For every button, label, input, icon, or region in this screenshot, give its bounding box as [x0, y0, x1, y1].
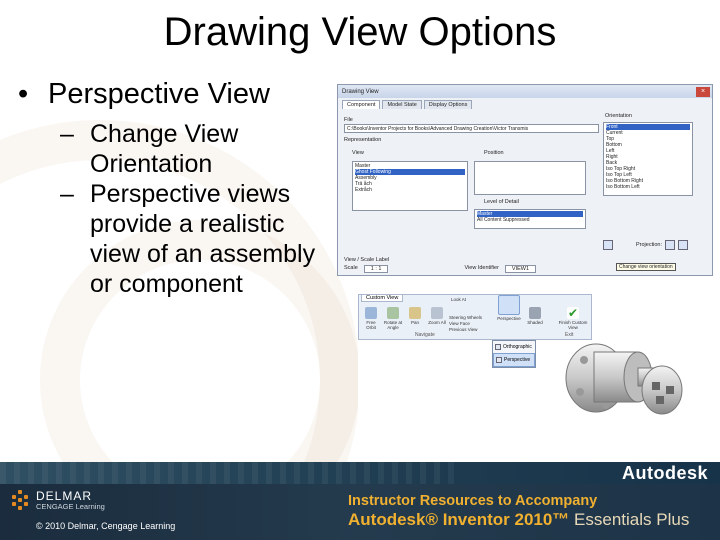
orientation-label: Orientation — [605, 113, 632, 119]
custom-view-screenshot — [358, 294, 696, 438]
list-item[interactable]: Iso Top Left — [606, 172, 632, 178]
list-item[interactable]: Right — [606, 154, 618, 160]
product-title — [348, 510, 689, 530]
file-label: File — [344, 117, 353, 123]
close-icon[interactable]: × — [696, 87, 710, 97]
sub-bullet-dash: – — [60, 120, 74, 148]
file-path-field[interactable]: C:\Books\Inventor Projects for Books\Advanced Drawing Creation\Victor Transmis — [344, 124, 599, 133]
rotate-icon — [387, 307, 399, 319]
button-label: Zoom All — [428, 320, 446, 325]
list-item[interactable]: Extråch — [355, 187, 372, 193]
projection-menu — [492, 340, 536, 368]
dialog-titlebar — [338, 85, 712, 98]
representation-label: Representation — [344, 137, 382, 143]
perspective-button[interactable] — [495, 295, 523, 321]
list-item[interactable]: Master — [355, 163, 371, 169]
dialog-title: Drawing View — [342, 88, 379, 95]
orthographic-icon — [495, 344, 501, 350]
component-panel — [344, 117, 599, 144]
bullet-main — [18, 78, 338, 111]
orbit-icon — [365, 307, 377, 319]
position-label: Position — [484, 150, 504, 156]
sub-bullets — [60, 119, 338, 299]
copyright-text: © 2010 Delmar, Cengage Learning — [36, 521, 176, 531]
projection-first-angle-icon[interactable] — [665, 240, 675, 250]
pan-icon — [409, 307, 421, 319]
sub-bullet-1 — [60, 119, 338, 179]
scale-label-section — [344, 257, 594, 273]
footer-stripes — [0, 462, 460, 484]
tab-custom-view[interactable]: Custom View — [361, 295, 403, 302]
menu-item-orthographic[interactable] — [493, 341, 535, 353]
product-main: Autodesk® Inventor 2010™ — [348, 510, 570, 529]
bullet-dot: • — [18, 78, 29, 110]
view-identifier-label: View Identifier — [464, 265, 499, 271]
list-item[interactable]: Iso Top Right — [606, 166, 636, 172]
view-label: View — [352, 150, 364, 156]
shaded-button[interactable] — [525, 307, 545, 325]
view-identifier-input[interactable]: VIEW1 — [505, 265, 536, 273]
zoom-all-button[interactable] — [427, 307, 447, 325]
shaded-icon — [529, 307, 541, 319]
position-list[interactable] — [474, 161, 586, 195]
view-face-item[interactable]: View Face — [449, 321, 470, 326]
list-item[interactable]: Trä åch — [355, 181, 372, 187]
button-label: Shaded — [527, 320, 543, 325]
autodesk-logo: Autodesk — [621, 463, 708, 483]
list-item[interactable]: Bottom — [606, 142, 622, 148]
perspective-icon — [498, 295, 520, 315]
sub-bullet-text: Perspective views provide a realistic view of an assembly or component — [90, 180, 316, 298]
level-of-detail-list[interactable] — [474, 209, 586, 229]
publisher-subtitle: CENGAGE Learning — [36, 502, 105, 511]
sub-bullet-2 — [60, 179, 338, 299]
footer-main — [0, 484, 720, 540]
projection-row — [603, 240, 703, 250]
button-label: Free Orbit — [366, 320, 376, 330]
bullet-main-text: Perspective View — [48, 78, 270, 110]
scale-input[interactable]: 1 : 1 — [364, 265, 389, 273]
level-of-detail-label: Level of Detail — [484, 199, 519, 205]
checkmark-icon: ✔ — [567, 306, 579, 320]
projection-third-angle-icon[interactable] — [678, 240, 688, 250]
list-item[interactable]: Top — [606, 136, 615, 142]
tooltip: Change view orientation — [616, 263, 676, 271]
small-nav-items — [449, 315, 493, 333]
scale-section-label: View / Scale Label — [344, 257, 390, 263]
change-orientation-button[interactable] — [603, 240, 613, 250]
footer — [0, 462, 720, 540]
menu-item-label: Orthographic — [503, 344, 532, 350]
scale-label: Scale — [344, 265, 358, 271]
menu-item-label: Perspective — [504, 357, 531, 363]
free-orbit-button[interactable] — [361, 307, 381, 330]
delmar-logo — [10, 490, 105, 512]
navigate-group-label: Navigate — [415, 332, 435, 338]
button-label: Perspective — [497, 316, 521, 321]
list-item[interactable]: Back — [606, 160, 618, 166]
perspective-small-icon — [496, 357, 502, 363]
list-item-selected[interactable]: Ghost Following — [355, 169, 465, 175]
drawing-view-dialog — [337, 84, 713, 276]
steering-wheels-item[interactable]: Steering Wheels — [449, 315, 483, 320]
publisher-name: DELMAR — [36, 489, 93, 503]
tab-component[interactable]: Component — [342, 100, 380, 109]
look-at-button[interactable] — [451, 297, 491, 302]
list-item-selected[interactable]: Front — [606, 124, 690, 130]
projection-label: Projection: — [636, 242, 662, 248]
button-label: Look At — [451, 297, 467, 302]
assembly-model-image — [544, 330, 694, 436]
tab-model-state[interactable]: Model State — [382, 100, 421, 109]
footer-top-bar — [0, 462, 720, 484]
list-item[interactable]: Assembly — [355, 175, 377, 181]
list-item-selected[interactable]: Master — [477, 211, 583, 217]
list-item[interactable]: All Content Suppressed — [477, 217, 530, 223]
view-list[interactable] — [352, 161, 468, 211]
orientation-list[interactable] — [603, 122, 693, 196]
button-label: Rotate at Angle — [383, 320, 403, 330]
pan-button[interactable] — [405, 307, 425, 325]
instructor-resources-text: Instructor Resources to Accompany — [348, 493, 598, 509]
exit-group-label: Exit — [565, 332, 574, 338]
list-item[interactable]: Left — [606, 148, 615, 154]
button-label: Pan — [410, 320, 419, 325]
scale-row — [344, 265, 594, 273]
menu-item-perspective[interactable] — [493, 353, 535, 367]
list-item[interactable]: Iso Bottom Right — [606, 178, 643, 184]
delmar-mark-icon — [10, 490, 30, 510]
previous-view-item[interactable]: Previous View — [449, 327, 478, 332]
sub-bullet-text: Change View Orientation — [90, 120, 239, 178]
tab-display-options[interactable]: Display Options — [424, 100, 473, 109]
button-label: Finish Custom View — [558, 320, 588, 330]
zoom-icon — [431, 307, 443, 319]
slide-title: Drawing View Options — [163, 10, 557, 54]
bullet-list — [18, 78, 338, 299]
list-item[interactable]: Iso Bottom Left — [606, 184, 640, 190]
product-edition: Essentials Plus — [574, 510, 690, 529]
dialog-tabs — [338, 98, 712, 109]
sub-bullet-dash: – — [60, 180, 74, 208]
list-item[interactable]: Current — [606, 130, 623, 136]
rotate-at-angle-button[interactable] — [383, 307, 403, 330]
finish-custom-view-button[interactable] — [555, 307, 591, 330]
